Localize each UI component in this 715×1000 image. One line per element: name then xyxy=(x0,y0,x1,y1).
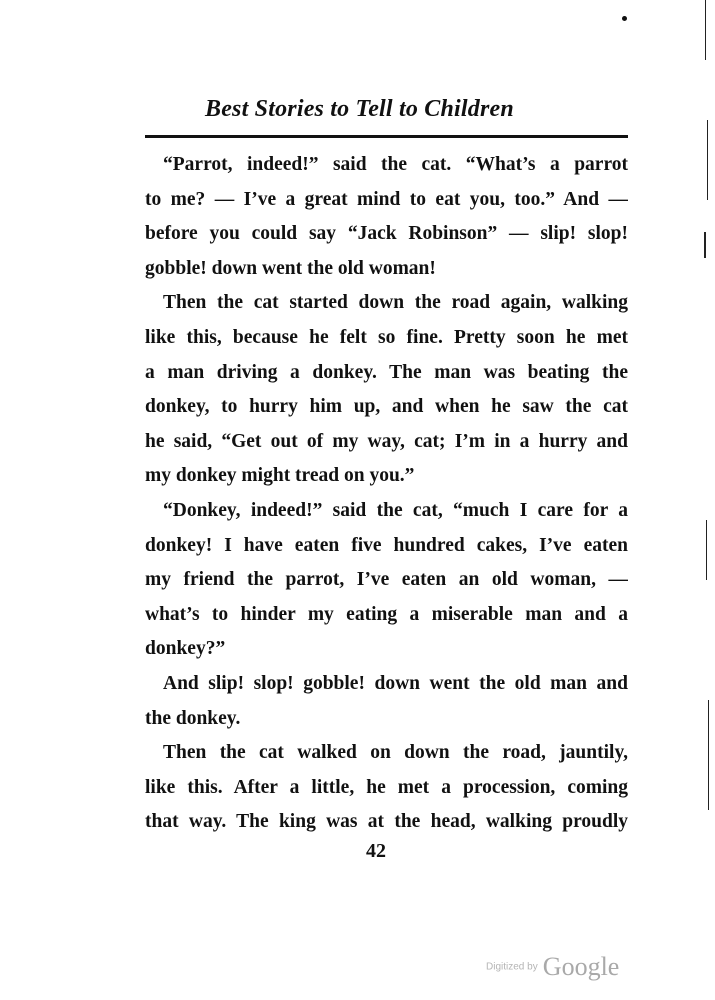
scan-edge-line xyxy=(705,0,706,60)
text-line: like this. After a little, he met a procession, coming xyxy=(145,776,628,798)
scan-edge-line xyxy=(704,232,706,258)
text-line: “Donkey, indeed!” said the cat, “much I care for a xyxy=(163,499,628,521)
text-line: a man driving a donkey. The man was beating the xyxy=(145,361,628,383)
text-line: to me? — I’ve a great mind to eat you, too.” And — xyxy=(145,188,628,210)
header-rule xyxy=(145,135,628,138)
body-text xyxy=(145,148,628,840)
text-line: he said, “Get out of my way, cat; I’m in a hurry and xyxy=(145,430,628,452)
scan-edge-line xyxy=(706,520,707,580)
page-number: 42 xyxy=(366,840,386,862)
text-line: donkey! I have eaten five hundred cakes, I’ve eaten xyxy=(145,534,628,556)
watermark-prefix: Digitized by xyxy=(486,961,538,973)
text-line: what’s to hinder my eating a miserable man and a xyxy=(145,603,628,625)
text-line: gobble! down went the old woman! xyxy=(145,257,436,279)
digitization-watermark xyxy=(486,952,619,982)
text-line: that way. The king was at the head, walking proudly xyxy=(145,811,628,833)
running-head: Best Stories to Tell to Children xyxy=(205,96,514,122)
text-line: the donkey. xyxy=(145,707,241,729)
text-line: And slip! slop! gobble! down went the old man and xyxy=(163,672,628,694)
text-line: my friend the parrot, I’ve eaten an old woman, — xyxy=(145,569,628,591)
text-line: like this, because he felt so fine. Pretty soon he met xyxy=(145,326,628,348)
text-line: donkey?” xyxy=(145,638,226,660)
text-line: donkey, to hurry him up, and when he saw the cat xyxy=(145,396,628,418)
text-line: my donkey might tread on you.” xyxy=(145,465,415,487)
watermark-brand: Google xyxy=(542,952,620,981)
text-line: “Parrot, indeed!” said the cat. “What’s a parrot xyxy=(163,154,628,175)
scan-edge-line xyxy=(707,120,708,200)
scan-artifact-dot xyxy=(622,16,627,21)
text-line: before you could say “Jack Robinson” — slip! slop! xyxy=(145,223,628,245)
scan-edge-line xyxy=(708,700,709,810)
text-line: Then the cat started down the road again, walking xyxy=(163,292,628,314)
text-line: Then the cat walked on down the road, jauntily, xyxy=(163,742,628,764)
